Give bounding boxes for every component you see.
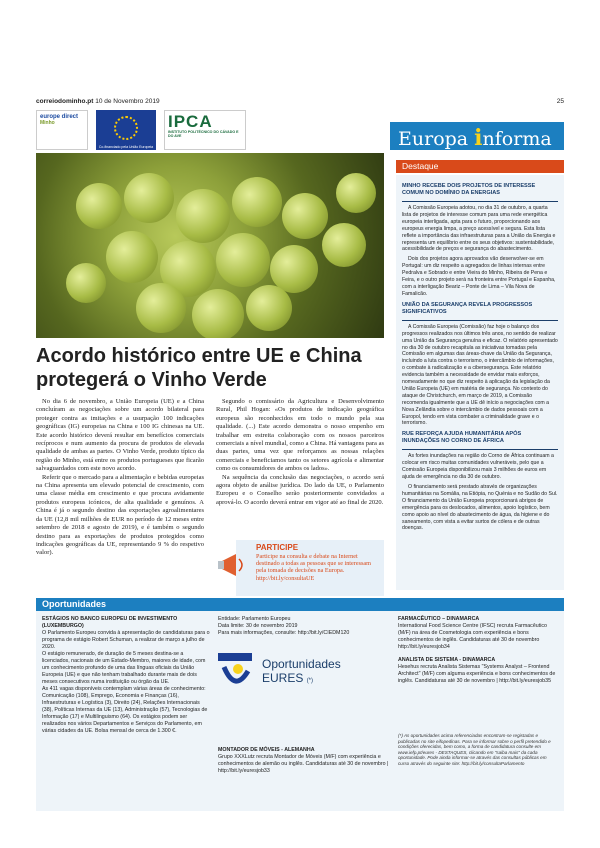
op-text: Hesehus recruta Analista Sistemas "Systems Analyst – Frontend Architect" (M/F) com alguma experiência e bons conhecimentos de inglês. Candidaturas até 30 de novembro | http://bit.ly/euresjob35 [398, 664, 556, 684]
grape-shape [176, 189, 230, 243]
divider [402, 320, 558, 321]
divider [402, 201, 558, 202]
ipca-sub: INSTITUTO POLITÉCNICO DO CÁVADO E DO AVE [168, 130, 239, 139]
op-text: Para mais informações, consulte: http://bit.ly/CIEDM120 [218, 630, 350, 636]
eures-logo-icon [218, 653, 252, 693]
publication-name: correiodominho.pt [36, 98, 94, 105]
grape-shape [322, 223, 366, 267]
eures-block [218, 653, 390, 693]
article-paragraph: Na sequência da conclusão das negociações, o acordo será agora objeto de análise jurídica. Do lado da UE, o Parlamento Europeu e o Conselho serão posteriormente convidados a aprová-lo. O acordo deverá entrar em vigor até ao final de 2020. [216, 473, 384, 506]
article-headline: Acordo histórico entre UE e China protegerá o Vinho Verde [36, 345, 362, 391]
article-column-2 [216, 398, 384, 507]
divider [402, 449, 558, 450]
oportunidades-job [218, 747, 390, 775]
op-text: As 411 vagas disponíveis contemplam várias áreas de conhecimento: Comunicação (108), Emprego, Economia e Finanças (16), Infraestruturas e Logística (3), Direito (24), Relações Internacionais (38), Políticas Internas da UE (13), Administração (57), Tecnologias de Informação (17) e Multilinguismo (64). Os estágios podem ser realizados nos vários Departamentos e Serviços do Parlamento, em várias cidades da UE. Bolsa mensal de cerca de 1.300 €. [42, 686, 208, 734]
eures-title: Oportunidades [262, 657, 341, 671]
grape-shape [216, 233, 270, 287]
grape-shape [106, 231, 158, 283]
logo-strip [36, 110, 246, 152]
article-paragraph: Segundo o comissário da Agricultura e Desenvolvimento Rural, Phil Hogan: «Os produtos de indicação geográfica europeus são reconhecidos em todo o mundo pela sua qualidade. (...) Este acordo demonstra o nosso empenho em trabalhar em estreita colaboração com os nossos parceiros comerciais a nível mundial, como a China. Há vantagens para as duas partes, uma vez que reforçamos as nossas relações comerciais e beneficiamos tanto os setores agrícola e alimentar como os consumidores de ambos os lados». [216, 398, 384, 473]
participe-title: PARTICIPE [256, 543, 299, 552]
destaque-heading: UNIÃO DA SEGURANÇA REVELA PROGRESSOS SIGNIFICATIVOS [402, 301, 533, 315]
op-heading: MONTADOR DE MÓVEIS - ALEMANHA [218, 747, 315, 753]
grape-shape [336, 173, 376, 213]
grape-shape [246, 285, 292, 331]
europe-direct-name: europe direct [40, 114, 79, 120]
op-heading: ANALISTA DE SISTEMA - DINAMARCA [398, 657, 496, 663]
destaque-paragraph: A Comissão Europeia (Comissão) faz hoje o balanço dos progressos realizados nos últimos três anos, no sentido de realizar uma União da Segurança genuína e eficaz. O relatório apresentado no dia 30 de outubro recapitula as iniciativas tomadas pela Comissão em algumas das áreas-chave da União da Segurança, incluindo a luta contra o terrorismo, o intercâmbio de informações, o combate à radicalização e a cibersegurança. Este relatório evidencia também a necessidade de envidar mais esforços, nomeadamente no que diz respeito à aplicação da legislação da União Europeia (UE) em matéria de segurança. No contexto do ataque de Christchurch, em março de 2019, a Comissão recomenda igualmente que a UE dê início a negociações com a Nova Zelândia sobre o intercâmbio de dados pessoais com a Europol, tendo em vista combater a criminalidade grave e o terrorismo. [402, 323, 558, 427]
page-number: 25 [556, 98, 564, 105]
destaque-heading: RUE REFORÇA AJUDA HUMANITÁRIA APÓS INUNDAÇÕES NO CORNO DE ÁFRICA [402, 431, 522, 445]
oportunidades-column-2 [218, 616, 390, 637]
europe-direct-sub: Minho [40, 119, 55, 126]
op-text: Grupo XXXLutz recruta Montador de Móveis (M/F) com experiência e conhecimentos de alemão ou inglês. Candidaturas até 30 de novembro | http://bit.ly/euresjob33 [218, 754, 389, 774]
oportunidades-panel [36, 611, 564, 811]
participe-body: Participe na consulta e debate na Internet destinado a todas as pessoas que se interessam pela tomada de decisões na Europa. http://bit.ly/consultaUE [256, 553, 371, 582]
participe-box [236, 540, 384, 596]
grape-shape [136, 283, 186, 333]
destaque-paragraph: A Comissão Europeia adotou, no dia 31 de outubro, a quarta lista de projetos de interesse comum para uma rede energética europeia interligada, apta para o futuro, proporcionando aos europeus energia limpa, a preço acessível e segura. Esta lista reflete a importância das infraestruturas para a União da Energia e representa um equilíbrio entre os seus objetivos: sustentabilidade, acessibilidade de preços e segurança do abastecimento. [402, 205, 556, 253]
eu-stars-icon [114, 116, 138, 140]
section-title-banner [390, 122, 564, 150]
destaque-label: Destaque [396, 160, 564, 173]
eu-flag-logo [96, 110, 156, 150]
ipca-name: IPCA [168, 112, 213, 131]
op-heading: FARMACÊUTICO – DINAMARCA [398, 616, 480, 622]
eures-asterisk: (*) [306, 678, 314, 684]
article-paragraph: Referir que o mercado para a alimentação e bebidas europeias na China apresenta um elevado potencial de crescimento, com uma classe média em crescimento e que procura avidamente produtos europeus icónicos, de alta qualidade e genuínos. A China é já o segundo destino das exportações agroalimentares da UE (12,8 mil milhões de EUR no período de 12 meses entre setembro de 2018 e agosto de 2019), e é também o segundo destino para as exportações de produtos protegidos como indicações geográficas da UE, representando 9 % do respetivo valor). [36, 473, 204, 557]
page-header [36, 98, 564, 108]
destaque-paragraph: Dois dos projetos agora aprovados vão desenvolver-se em Portugal: um diz respeito a agregados de linhas internas entre Pedralva e Sobrado e entre Vieira do Minho, Ribeira de Pena e Feira, e o outro projeto será na fronteira entre Portugal e Espanha, com a interligação Beariz – Ponte de Lima – Vila Nova de Famalicão. [402, 256, 556, 297]
grape-shape [232, 177, 282, 227]
grape-shape [66, 263, 106, 303]
eu-caption: Co-financiado pela União Europeia [98, 145, 154, 149]
section-title-i: i [474, 125, 483, 151]
oportunidades-label: Oportunidades [36, 598, 564, 611]
oportunidades-column-1 [42, 616, 210, 735]
op-text: O estágio remunerado, de duração de 5 meses destina-se a licenciados, nacionais de um Estado-Membro, maiores de idade, com um conhecimento profundo de uma das línguas oficiais da União Europeia (UE) e que não tenham trabalhado durante mais de dois meses consecutivos numa instituição ou órgão da UE. [42, 651, 206, 685]
ipca-logo [164, 110, 246, 150]
grape-shape [124, 173, 174, 223]
section-title-prefix: Europa [398, 128, 475, 150]
op-text: Entidade: Parlamento Europeu [218, 616, 291, 622]
grape-shape [282, 193, 328, 239]
article-paragraph: No dia 6 de novembro, a União Europeia (UE) e a China concluíram as negociações sobre um acordo bilateral para proteger contra as imitações e a usurpação 100 indicações geográficas (IG) europeias na China e 100 IG chinesas na UE. Este acordo histórico deverá resultar em benefícios comerciais recíprocos e num aumento da procura de produtos de elevada qualidade de ambas as partes. O Vinho Verde, produto típico da região do Minho, está entre os produtos portugueses que ficarão salvaguardados com este novo acordo. [36, 398, 204, 473]
grape-shape [76, 183, 122, 229]
grape-shape [192, 289, 244, 338]
destaque-paragraph: O financiamento será prestado através de organizações humanitárias na Somália, na Etiópia, no Quénia e no Sudão do Sul. O financiamento da União Europeia proporcionará abrigos de emergência para os deslocados, alimentos, apoio logístico, bem como apoio ao nível do abastecimento de água, da higiene e do saneamento, com vista a evitar surtos de cólera e de outras doenças. [402, 484, 558, 532]
op-text: O Parlamento Europeu convida à apresentação de candidaturas para o programa de estágio Robert Schuman, a realizar de março a julho de 2020. [42, 630, 210, 650]
megaphone-icon [218, 550, 250, 580]
destaque-heading: MINHO RECEBE DOIS PROJETOS DE INTERESSE COMUM NO DOMÍNIO DA ENERGIAS [402, 183, 536, 196]
oportunidades-column-3 [398, 616, 558, 685]
op-text: International Food Science Centre (IFSC) recruta Farmacêutico (M/F) na área de Cosmetologia com experiência e bons conhecimentos de inglês. Candidaturas até 30 de novembro http://bit.ly/euresjob34 [398, 623, 547, 650]
destaque-panel [396, 175, 564, 590]
op-heading: ESTÁGIOS NO BANCO EUROPEU DE INVESTIMENTO (LUXEMBURGO) [42, 616, 178, 629]
europe-direct-logo [36, 110, 88, 150]
section-title-suffix: nforma [482, 128, 552, 150]
eures-footnote: (*) As oportunidades acima referenciadas encontram-se registadas e publicadas no site eifopedinas. Para se informar sobre o perfil pretendido e condições oferecidas, bem como, a forma de candidatura consulte em www.iefp.pt/eures - DESTAQUES, clicando em "saiba mais" da cada oportunidade. Pode ainda informar-se através das consultas públicas em curso através do seguinte site: http://bit.ly/consultaParlamento [398, 733, 551, 766]
eures-sub: EURES [262, 671, 304, 685]
grapes-photo [36, 153, 384, 338]
article-column-1 [36, 398, 204, 558]
destaque-paragraph: As fortes inundações na região do Corno de África continuam a colocar em risco muitas comunidades vulneráveis, pelo que a Comissão Europeia disponibilizou mais 3 milhões de euros em ajuda de emergência no dia 30 de outubro. [402, 453, 554, 481]
publication-date: 10 de Novembro 2019 [95, 98, 160, 105]
op-text: Data limite: 30 de novembro 2019 [218, 623, 298, 629]
